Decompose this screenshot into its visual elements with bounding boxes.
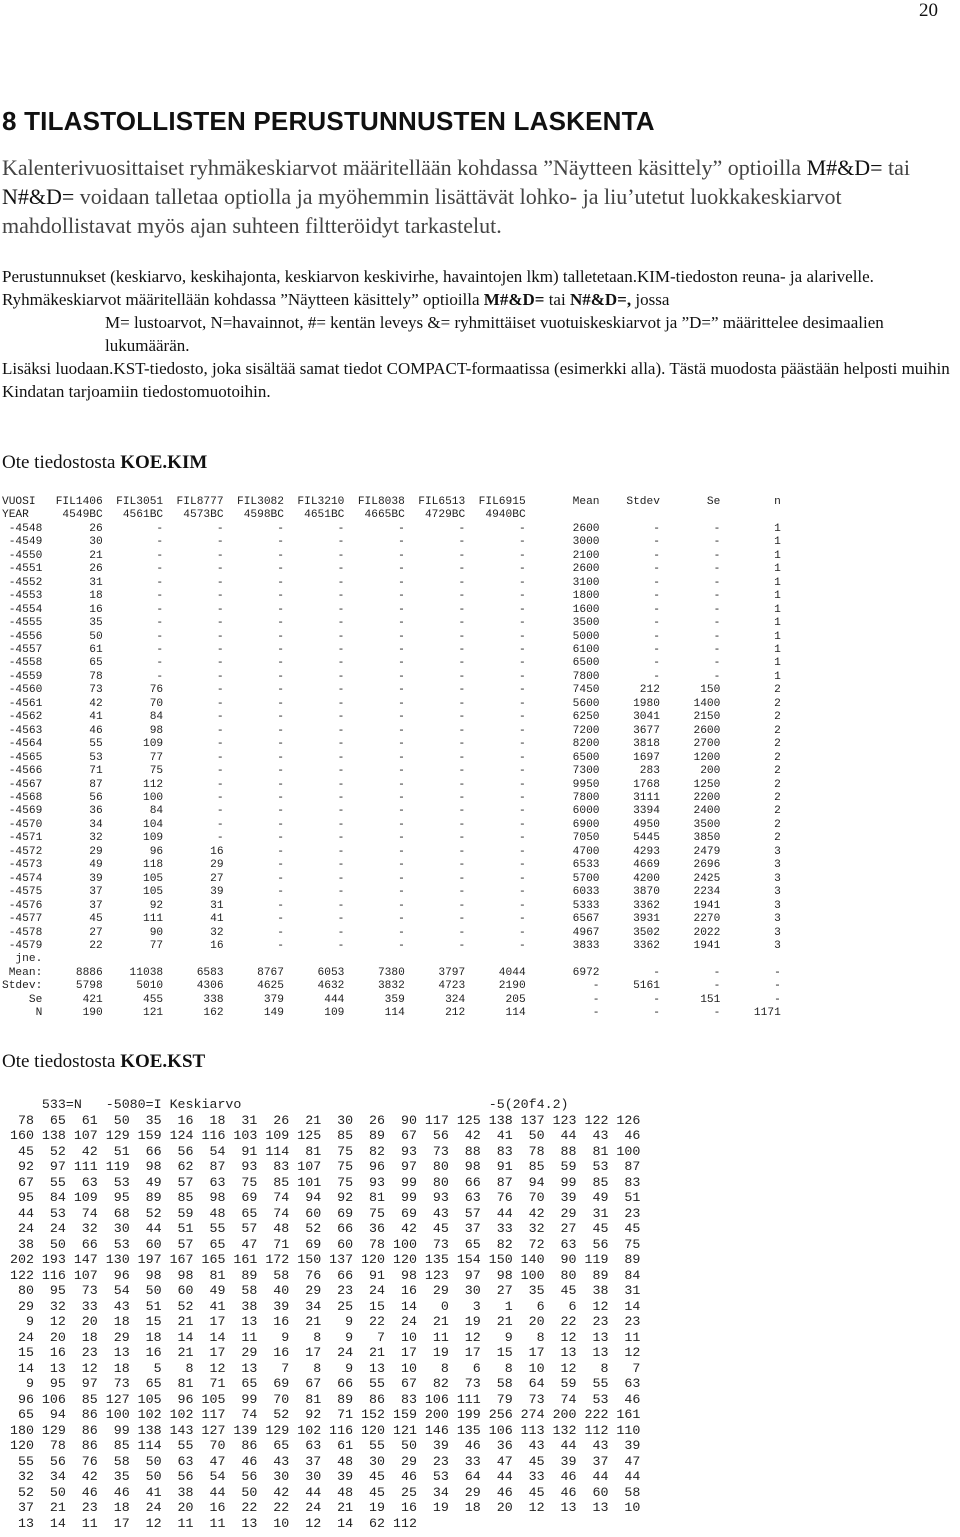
kst-data-row: 52 50 46 46 41 38 44 50 42 44 48 45 25 34 29 46 45 46 60 58 <box>2 1484 641 1500</box>
kim-data-row: -4557 61 - - - - - - - 6100 - - 1 <box>2 643 781 656</box>
kim-data-row: -4552 31 - - - - - - - 3100 - - 1 <box>2 576 781 589</box>
kim-data-row: -4555 35 - - - - - - - 3500 - - 1 <box>2 617 781 630</box>
kst-data-row: 44 53 74 68 52 59 48 65 74 60 69 75 69 43 57 44 42 29 31 23 <box>2 1205 641 1221</box>
kim-data-row: -4571 32 109 - - - - - - 7050 5445 3850 2 <box>2 832 781 845</box>
kst-data-row: 29 32 33 43 51 52 41 38 39 34 25 15 14 0 3 1 6 6 12 14 <box>2 1298 641 1314</box>
kim-data-row: -4551 26 - - - - - - - 2600 - - 1 <box>2 563 781 576</box>
kim-data-row: -4561 42 70 - - - - - - 5600 1980 1400 2 <box>2 697 781 710</box>
option-definitions: M= lustoarvot, N=havainnot, #= kentän leveys &= ryhmittäiset vuotuiskeskiarvot ja ”D=” määrittelee desimaalien lukumäärän. <box>105 313 884 355</box>
paragraph-text: jossa <box>631 290 670 309</box>
kst-data-row: 14 13 12 18 5 8 12 13 7 8 9 13 10 8 6 8 10 12 8 7 <box>2 1360 641 1376</box>
intro-code: N#&D= <box>2 184 75 209</box>
kim-data-row: -4549 30 - - - - - - - 3000 - - 1 <box>2 536 781 549</box>
kst-data-row: 37 21 23 18 24 20 16 22 22 24 21 19 16 19 18 20 12 13 13 10 <box>2 1500 641 1515</box>
intro-text: tai <box>882 155 911 180</box>
kim-data-row: -4572 29 96 16 - - - - - 4700 4293 2479 3 <box>2 845 781 858</box>
kim-data-row: -4579 22 77 16 - - - - - 3833 3362 1941 3 <box>2 939 781 952</box>
kim-header-row: VUOSI FIL1406 FIL3051 FIL8777 FIL3082 FIL3210 FIL8038 FIL6513 FIL6915 Mean Stdev Se n <box>2 496 781 508</box>
kst-data-row: 55 56 76 58 50 63 47 46 43 37 48 30 29 23 33 47 45 39 37 47 <box>2 1453 641 1469</box>
kim-summary-row: Se 421 455 338 379 444 359 324 205 - - 151 - <box>2 993 781 1006</box>
kim-data-row: -4559 78 - - - - - - - 7800 - - 1 <box>2 670 781 683</box>
kim-summary-row: N 190 121 162 149 109 114 212 114 - - - 1171 <box>2 1007 781 1020</box>
kim-data-row: -4558 65 - - - - - - - 6500 - - 1 <box>2 657 781 670</box>
intro-code: M#&D= <box>806 155 883 180</box>
kst-data-row: 80 95 73 54 50 60 49 58 40 29 23 24 16 29 30 27 35 45 38 31 <box>2 1283 641 1298</box>
kst-section-prefix: Ote tiedostosta <box>2 1051 121 1072</box>
kst-data-row: 120 78 86 85 114 55 70 86 65 63 61 55 50 39 46 36 43 44 43 39 <box>2 1438 641 1453</box>
kst-data-row: 45 52 42 51 66 56 54 91 114 81 75 82 93 73 88 83 78 88 81 100 <box>2 1143 641 1159</box>
kim-data-row: -4574 39 105 27 - - - - - 5700 4200 2425 3 <box>2 872 781 885</box>
kim-data-row: -4556 50 - - - - - - - 5000 - - 1 <box>2 630 781 643</box>
kim-data-row: -4567 87 112 - - - - - - 9950 1768 1250 2 <box>2 778 781 791</box>
intro-paragraph <box>2 153 947 240</box>
kim-header-row: YEAR 4549BC 4561BC 4573BC 4598BC 4651BC 4665BC 4729BC 4940BC <box>2 509 526 522</box>
kim-data-row: -4573 49 118 29 - - - - - 6533 4669 2696 3 <box>2 859 781 872</box>
kim-data-row: -4563 46 98 - - - - - - 7200 3677 2600 2 <box>2 724 781 737</box>
kim-continuation: jne. <box>2 953 43 966</box>
kim-data-row: -4553 18 - - - - - - - 1800 - - 1 <box>2 590 781 603</box>
kst-data-row: 180 129 86 99 138 143 127 139 129 102 116 120 121 146 135 106 113 132 112 110 <box>2 1422 641 1438</box>
kim-section-title <box>2 452 207 474</box>
kst-data-row: 32 34 42 35 50 56 54 56 30 30 39 45 46 53 64 44 33 46 44 44 <box>2 1469 641 1484</box>
kim-section-prefix: Ote tiedostosta <box>2 452 121 473</box>
kim-data-row: -4570 34 104 - - - - - - 6900 4950 3500 2 <box>2 818 781 831</box>
kst-data-row: 38 50 66 53 60 57 65 47 71 69 60 78 100 73 65 82 72 63 56 75 <box>2 1236 641 1252</box>
page-title: 8 TILASTOLLISTEN PERUSTUNNUSTEN LASKENTA <box>2 106 655 136</box>
kst-data-row: 9 95 97 73 65 81 71 65 69 67 66 55 67 82 73 58 64 59 55 63 <box>2 1376 641 1391</box>
kim-data-row: -4578 27 90 32 - - - - - 4967 3502 2022 3 <box>2 926 781 939</box>
kst-section-title <box>2 1051 205 1073</box>
paragraph-kst: Lisäksi luodaan.KST-tiedosto, joka sisältää samat tiedot COMPACT-formaatissa (esimerkki alla). Tästä muodosta päästään helposti muihin Kindatan tarjoamiin tiedostomuotoihin. <box>2 359 950 401</box>
kst-data-row: 160 138 107 129 159 124 116 103 109 125 85 89 67 56 42 41 50 44 43 46 <box>2 1128 641 1143</box>
intro-text: voidaan talletaa optiolla ja myöhemmin lisättävät lohko- ja liu’utetut luokkakeskiarvot mahdollistavat myös ajan suhteen filtteröidyt tarkastelut. <box>2 184 842 238</box>
kst-section-filename: KOE.KST <box>120 1051 206 1072</box>
kst-data-row: 24 24 32 30 44 51 55 57 48 52 66 36 42 45 37 33 32 27 45 45 <box>2 1221 641 1236</box>
kim-data-row: -4576 37 92 31 - - - - - 5333 3362 1941 3 <box>2 899 781 912</box>
kim-data-row: -4565 53 77 - - - - - - 6500 1697 1200 2 <box>2 751 781 764</box>
kst-data-row: 15 16 23 13 16 21 17 29 16 17 24 21 17 19 17 15 17 13 13 12 <box>2 1345 641 1360</box>
intro-text: Kalenterivuosittaiset ryhmäkeskiarvot määritellään kohdassa ”Näytteen käsittely” optioilla <box>2 155 802 180</box>
kim-data-row: -4566 71 75 - - - - - - 7300 283 200 2 <box>2 765 781 778</box>
kim-data-row: -4554 16 - - - - - - - 1600 - - 1 <box>2 603 781 616</box>
kst-data-row: 202 193 147 130 197 167 165 161 172 150 137 120 120 135 154 150 140 90 119 89 <box>2 1252 641 1267</box>
kst-header-row: 533=N -5080=I Keskiarvo -5(20f4.2) <box>2 1097 569 1112</box>
kst-data-row: 9 12 20 18 15 21 17 13 16 21 9 22 24 21 19 21 20 22 23 23 <box>2 1314 641 1329</box>
kim-file-listing <box>2 496 781 1021</box>
kst-data-row: 96 106 85 127 105 96 105 99 70 81 89 86 83 106 111 79 73 74 53 46 <box>2 1391 641 1407</box>
paragraph-text: tai <box>544 290 570 309</box>
kst-data-row: 24 20 18 29 18 14 14 11 9 8 9 7 10 11 12 9 8 12 13 11 <box>2 1329 641 1345</box>
paragraph-text: Perustunnukset (keskiarvo, keskihajonta, keskiarvon keskivirhe, havaintojen lkm) talletetaan.KIM-tiedoston reuna- ja alarivelle. Ryhmäkeskiarvot määritellään kohdassa ”Näytteen käsittely” optioilla <box>2 267 874 309</box>
kim-data-row: -4564 55 109 - - - - - - 8200 3818 2700 2 <box>2 738 781 751</box>
kst-file-listing <box>2 1097 640 1531</box>
kim-data-row: -4548 26 - - - - - - - 2600 - - 1 <box>2 522 781 535</box>
kim-data-row: -4550 21 - - - - - - - 2100 - - 1 <box>2 549 781 562</box>
kim-data-row: -4569 36 84 - - - - - - 6000 3394 2400 2 <box>2 805 781 818</box>
kim-data-row: -4577 45 111 41 - - - - - 6567 3931 2270 3 <box>2 913 781 926</box>
kst-data-row: 122 116 107 96 98 98 81 89 58 76 66 91 98 123 97 98 100 80 89 84 <box>2 1267 641 1283</box>
kim-data-row: -4562 41 84 - - - - - - 6250 3041 2150 2 <box>2 711 781 724</box>
option-code: N#&D=, <box>569 290 632 309</box>
kim-data-row: -4568 56 100 - - - - - - 7800 3111 2200 2 <box>2 791 781 804</box>
kst-data-row: 95 84 109 95 89 85 98 69 74 94 92 81 99 93 63 76 70 39 49 51 <box>2 1190 641 1205</box>
kim-data-row: -4560 73 76 - - - - - - 7450 212 150 2 <box>2 684 781 697</box>
kim-summary-row: Mean: 8886 11038 6583 8767 6053 7380 3797 4044 6972 - - - <box>2 966 781 979</box>
kim-summary-row: Stdev: 5798 5010 4306 4625 4632 3832 4723 2190 - 5161 - - <box>2 980 781 993</box>
kst-data-row: 65 94 86 100 102 102 117 74 52 92 71 152 159 200 199 256 274 200 222 161 <box>2 1407 641 1422</box>
kst-data-row: 92 97 111 119 98 62 87 93 83 107 75 96 97 80 98 91 85 59 53 87 <box>2 1159 641 1174</box>
kim-data-row: -4575 37 105 39 - - - - - 6033 3870 2234 3 <box>2 886 781 899</box>
kst-data-row: 67 55 63 53 49 57 63 75 85 101 75 93 99 80 66 87 94 99 85 83 <box>2 1174 641 1190</box>
kst-data-row: 13 14 11 17 12 11 11 13 10 12 14 62 112 <box>2 1515 417 1531</box>
paragraph-statistics <box>2 265 952 403</box>
page-number: 20 <box>919 0 938 21</box>
kst-data-row: 78 65 61 50 35 16 18 31 26 21 30 26 90 117 125 138 137 123 122 126 <box>2 1112 641 1128</box>
kim-section-filename: KOE.KIM <box>120 452 208 473</box>
option-code: M#&D= <box>483 290 545 309</box>
